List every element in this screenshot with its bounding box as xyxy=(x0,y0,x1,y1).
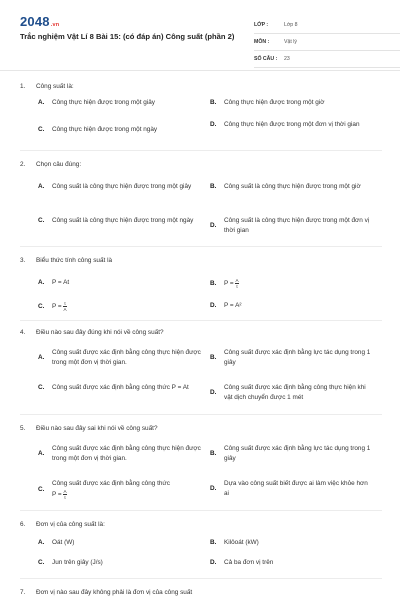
option-text xyxy=(224,278,374,289)
option-text: Công suất được xác định bằng công thực hiện được trong một đơn vị thời gian. xyxy=(52,349,201,366)
meta-value: Vật lý xyxy=(284,39,297,45)
question-header xyxy=(20,586,382,598)
meta-key: LỚP : xyxy=(254,22,269,28)
option-letter: D. xyxy=(210,121,217,128)
option-text: Cả ba đơn vị trên xyxy=(224,559,274,566)
meta-key: MÔN : xyxy=(254,39,270,45)
option-a[interactable] xyxy=(38,444,202,464)
option-text: Kilôoát (kW) xyxy=(224,539,259,546)
formula-fraction xyxy=(63,301,66,312)
option-d[interactable] xyxy=(210,383,374,403)
fraction-denominator: t xyxy=(236,284,238,289)
question-number: 4. xyxy=(20,328,26,336)
option-letter: B. xyxy=(210,450,217,457)
question-divider xyxy=(20,414,382,415)
option-letter: A. xyxy=(38,183,45,190)
option-a[interactable] xyxy=(38,278,202,288)
option-letter: A. xyxy=(38,539,45,546)
option-text: Công suất là công thực hiện được trong một đơn vị thời gian xyxy=(224,217,370,234)
option-b[interactable] xyxy=(210,348,374,368)
question-header xyxy=(20,158,382,170)
option-a[interactable] xyxy=(38,538,202,548)
question-text: Chọn câu đúng: xyxy=(36,160,82,168)
question-text: Điều nào sau đây đúng khi nói về công suất? xyxy=(36,328,164,336)
option-text: Oát (W) xyxy=(52,539,75,546)
option-a[interactable] xyxy=(38,348,202,368)
question-text: Công suất là: xyxy=(36,82,74,90)
option-c[interactable] xyxy=(38,216,202,226)
question-4 xyxy=(20,326,382,401)
meta-row-subject xyxy=(254,34,400,51)
question-3 xyxy=(20,254,382,312)
option-text: Công suất được xác định bằng công thực hiện được trong một đơn vị thời gian. xyxy=(52,445,201,462)
page-header xyxy=(20,14,382,66)
option-text: Công suất là công thực hiện được trong một ngày xyxy=(52,217,194,224)
option-text: Jun trên giây (J/s) xyxy=(52,559,103,566)
header-divider xyxy=(0,70,400,71)
fraction-numerator: t xyxy=(64,301,66,306)
formula-lhs: P = xyxy=(224,280,236,288)
option-letter: D. xyxy=(210,302,217,309)
option-text: Công suất được xác định bằng công thức P = At xyxy=(52,384,189,391)
question-number: 7. xyxy=(20,588,26,596)
question-number: 3. xyxy=(20,256,26,264)
question-6 xyxy=(20,518,382,566)
option-b[interactable] xyxy=(210,538,374,548)
option-letter: C. xyxy=(38,302,45,310)
option-letter: A. xyxy=(38,450,45,457)
meta-row-class xyxy=(254,17,400,34)
question-header xyxy=(20,254,382,266)
option-text: Công suất được xác định bằng lực tác dụng trong 1 giây xyxy=(224,445,371,462)
option-c[interactable] xyxy=(38,125,202,135)
option-d[interactable] xyxy=(210,558,374,568)
meta-key: SỐ CÂU : xyxy=(254,56,278,62)
option-text xyxy=(52,301,202,312)
question-text: Đơn vị của công suất là: xyxy=(36,520,105,528)
question-header xyxy=(20,80,382,92)
question-text: Đơn vị nào sau đây không phải là đơn vị của công suất xyxy=(36,588,193,596)
option-letter: A. xyxy=(38,99,45,106)
option-d[interactable] xyxy=(210,479,374,499)
logo-text: 2048 xyxy=(20,14,50,29)
option-letter: B. xyxy=(210,354,217,361)
question-1 xyxy=(20,80,382,133)
question-divider xyxy=(20,320,382,321)
question-number: 5. xyxy=(20,424,26,432)
question-divider xyxy=(20,510,382,511)
formula-lhs: P = xyxy=(52,303,64,311)
meta-row-count xyxy=(254,51,400,68)
option-a[interactable] xyxy=(38,98,202,108)
option-letter: A. xyxy=(38,354,45,361)
option-letter: D. xyxy=(210,389,217,396)
option-letter: D. xyxy=(210,485,217,492)
question-header xyxy=(20,326,382,338)
question-header xyxy=(20,518,382,530)
option-letter: D. xyxy=(210,559,217,566)
option-b[interactable] xyxy=(210,278,374,289)
formula-fraction xyxy=(63,489,66,500)
option-text-main: Công suất được xác định bằng công thức xyxy=(52,480,170,487)
option-text: P = At xyxy=(52,279,70,286)
option-c[interactable] xyxy=(38,479,202,500)
question-text: Biểu thức tính công suất là xyxy=(36,256,113,264)
option-letter: C. xyxy=(38,384,45,391)
option-text: Công thực hiện được trong một giờ xyxy=(224,99,325,106)
fraction-denominator: A xyxy=(63,307,67,312)
question-2 xyxy=(20,158,382,234)
option-text: Dựa vào công suất biết được ai làm việc khỏe hơn ai xyxy=(224,480,368,497)
formula-lhs: P = xyxy=(52,491,64,499)
option-c[interactable] xyxy=(38,301,202,312)
question-5 xyxy=(20,422,382,500)
option-text: Công suất là công thực hiện được trong một giây xyxy=(52,183,192,190)
option-letter: C. xyxy=(38,126,45,133)
option-text: Công thực hiện được trong một giây xyxy=(52,99,155,106)
fraction-numerator: A xyxy=(63,489,67,494)
option-text: Công thực hiện được trong một đơn vị thời gian xyxy=(224,121,360,128)
meta-table xyxy=(254,17,400,68)
option-letter: B. xyxy=(210,99,217,106)
option-d[interactable] xyxy=(210,120,372,130)
option-b[interactable] xyxy=(210,444,374,464)
option-letter: C. xyxy=(38,559,45,566)
site-logo[interactable] xyxy=(20,14,59,29)
option-text: P = A² xyxy=(224,302,242,309)
option-b[interactable] xyxy=(210,98,374,108)
option-letter: D. xyxy=(210,222,217,229)
option-text: Công thực hiện được trong một ngày xyxy=(52,126,158,133)
option-c[interactable] xyxy=(38,383,202,393)
option-a[interactable] xyxy=(38,182,202,192)
option-letter: C. xyxy=(38,217,45,224)
option-b[interactable] xyxy=(210,182,374,192)
question-number: 1. xyxy=(20,82,26,90)
option-c[interactable] xyxy=(38,558,202,568)
fraction-numerator: A xyxy=(235,278,239,283)
option-letter: B. xyxy=(210,539,217,546)
page-title: Trắc nghiệm Vật Lí 8 Bài 15: (có đáp án) Công suất (phần 2) xyxy=(20,32,235,41)
option-letter: A. xyxy=(38,279,45,286)
option-letter: B. xyxy=(210,183,217,190)
option-text xyxy=(52,479,202,500)
option-d[interactable] xyxy=(210,216,374,236)
question-7 xyxy=(20,586,382,598)
question-number: 2. xyxy=(20,160,26,168)
fraction-denominator: t xyxy=(64,495,66,500)
option-d[interactable] xyxy=(210,301,374,311)
meta-value: 23 xyxy=(284,56,290,62)
question-text: Điều nào sau đây sai khi nói về công suất? xyxy=(36,424,158,432)
option-text: Công suất được xác định bằng lực tác dụng trong 1 giây xyxy=(224,349,371,366)
question-number: 6. xyxy=(20,520,26,528)
option-letter: B. xyxy=(210,279,217,287)
question-divider xyxy=(20,578,382,579)
logo-suffix: .vn xyxy=(50,22,60,28)
option-text: Công suất được xác định bằng công thực hiện khi vật dịch chuyển được 1 mét xyxy=(224,384,366,401)
option-text: Công suất là công thực hiện được trong một giờ xyxy=(224,183,361,190)
question-divider xyxy=(20,150,382,151)
question-header xyxy=(20,422,382,434)
formula-fraction xyxy=(235,278,238,289)
meta-value: Lớp 8 xyxy=(284,22,298,28)
question-divider xyxy=(20,246,382,247)
option-letter: C. xyxy=(38,485,45,493)
